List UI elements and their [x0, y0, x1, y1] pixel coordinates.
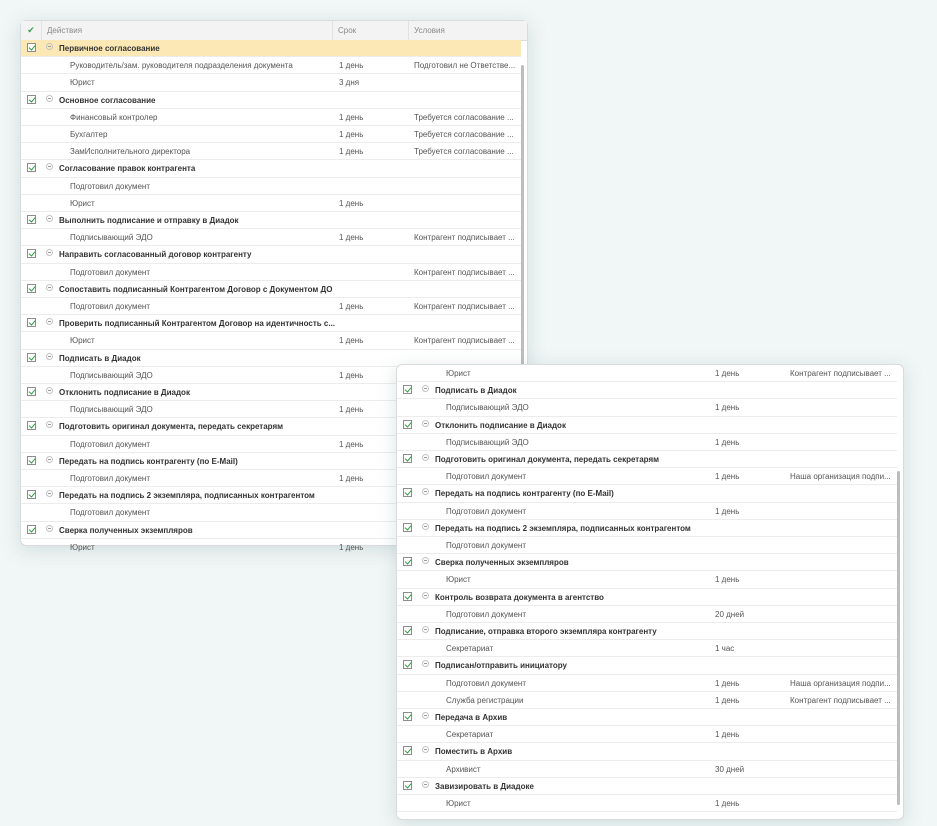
participant-label: Подготовил документ	[446, 541, 526, 550]
participant-label: Подготовил документ	[446, 472, 526, 482]
term-cell: 1 час	[715, 644, 735, 654]
group-row[interactable]	[397, 417, 897, 434]
group-label: Направить согласованный договор контрагенту	[59, 250, 252, 260]
collapse-toggle-icon[interactable]	[46, 163, 53, 170]
group-row[interactable]	[21, 281, 521, 298]
table-row[interactable]	[397, 606, 897, 623]
group-row[interactable]	[397, 382, 897, 399]
collapse-toggle-icon[interactable]	[422, 488, 429, 495]
condition-cell: Контрагент подписывает ...	[414, 302, 515, 311]
term-cell: 1 день	[339, 198, 364, 208]
checkbox-checked[interactable]	[27, 43, 36, 52]
table-row[interactable]	[21, 332, 521, 349]
collapse-toggle-icon[interactable]	[422, 420, 429, 427]
group-row[interactable]	[21, 160, 521, 177]
participant-label: Подготовил документ	[70, 181, 150, 191]
participant-label: Руководитель/зам. руководителя подразделения документа	[70, 61, 293, 71]
participant-label: Подготовил документ	[70, 267, 150, 277]
condition-cell: Требуется согласование ...	[414, 147, 514, 157]
table-row[interactable]	[397, 503, 897, 520]
term-cell: 1 день	[339, 370, 364, 380]
group-label: Проверить подписанный Контрагентом Договор на идентичность с...	[59, 319, 336, 329]
term-cell: 1 день	[715, 730, 740, 740]
participant-label: Подготовил документ	[446, 609, 526, 619]
collapse-toggle-icon[interactable]	[422, 781, 429, 788]
checkbox-checked[interactable]	[403, 557, 412, 566]
term-cell: 1 день	[339, 439, 364, 449]
collapse-toggle-icon[interactable]	[46, 249, 53, 256]
participant-label: Юрист	[446, 799, 471, 808]
group-row[interactable]	[397, 623, 897, 640]
table-row[interactable]	[397, 795, 897, 812]
table-row[interactable]	[397, 365, 897, 382]
table-row[interactable]	[21, 109, 521, 126]
table-row[interactable]	[397, 726, 897, 743]
group-row[interactable]	[397, 589, 897, 606]
participant-label: Подписывающий ЭДО	[446, 403, 529, 413]
table-row[interactable]	[21, 229, 521, 246]
collapse-toggle-icon[interactable]	[422, 626, 429, 633]
group-row[interactable]	[21, 40, 521, 57]
participant-label: Секретариат	[446, 644, 494, 654]
group-row[interactable]	[397, 451, 897, 468]
participant-label: Юрист	[70, 78, 95, 88]
table-row[interactable]	[397, 571, 897, 588]
group-label: Согласование правок контрагента	[59, 164, 196, 174]
term-cell: 1 день	[339, 302, 364, 311]
collapse-toggle-icon[interactable]	[46, 421, 53, 428]
collapse-toggle-icon[interactable]	[422, 660, 429, 667]
term-cell: 1 день	[339, 130, 364, 139]
collapse-toggle-icon[interactable]	[46, 456, 53, 463]
group-label: Передать на подпись 2 экземпляра, подписанных контрагентом	[435, 523, 691, 533]
collapse-toggle-icon[interactable]	[422, 385, 429, 392]
checkbox-checked[interactable]	[27, 284, 36, 293]
group-label: Подготовить оригинал документа, передать секретарям	[59, 422, 284, 432]
collapse-toggle-icon[interactable]	[422, 746, 429, 753]
collapse-toggle-icon[interactable]	[46, 387, 53, 394]
condition-cell: Наша организация подпи...	[790, 678, 891, 688]
checkbox-checked[interactable]	[403, 712, 412, 721]
collapse-toggle-icon[interactable]	[422, 712, 429, 719]
checkbox-checked[interactable]	[403, 746, 412, 755]
group-label: Подписание, отправка второго экземпляра контрагенту	[435, 627, 657, 636]
checkbox-checked[interactable]	[403, 488, 412, 497]
checkbox-checked[interactable]	[403, 454, 412, 463]
participant-label: Подписывающий ЭДО	[70, 405, 153, 415]
term-cell: 1 день	[715, 472, 740, 482]
table-row[interactable]	[397, 761, 897, 778]
group-row[interactable]	[21, 212, 521, 229]
group-row[interactable]	[21, 246, 521, 263]
term-cell: 1 день	[339, 112, 364, 122]
table-row[interactable]	[397, 399, 897, 416]
collapse-toggle-icon[interactable]	[422, 523, 429, 530]
condition-cell: Контрагент подписывает ...	[790, 695, 891, 705]
checkbox-checked[interactable]	[27, 318, 36, 327]
group-row[interactable]	[21, 92, 521, 109]
table-row[interactable]	[21, 74, 521, 91]
table-row[interactable]	[397, 640, 897, 657]
check-all-icon[interactable]: ✔	[27, 25, 35, 35]
term-cell: 30 дней	[715, 764, 745, 774]
term-cell: 1 день	[339, 147, 364, 157]
table-row[interactable]	[397, 434, 897, 451]
term-cell: 1 день	[339, 336, 364, 346]
term-cell: 1 день	[339, 61, 364, 71]
table-row[interactable]	[21, 126, 521, 143]
checkbox-checked[interactable]	[27, 353, 36, 362]
participant-label: Подготовил документ	[446, 678, 526, 688]
collapse-toggle-icon[interactable]	[46, 353, 53, 360]
condition-cell: Наша организация подпи...	[790, 472, 891, 482]
column-header-actions[interactable]: Действия	[41, 21, 332, 40]
group-label: Отклонить подписание в Диадок	[435, 420, 566, 430]
participant-label: ЗамИсполнительного директора	[70, 147, 191, 157]
checkbox-checked[interactable]	[27, 525, 36, 534]
participant-label: Юрист	[70, 542, 95, 552]
checkbox-checked[interactable]	[27, 456, 36, 465]
checkbox-checked[interactable]	[27, 215, 36, 224]
collapse-toggle-icon[interactable]	[46, 95, 53, 102]
condition-cell: Требуется согласование ...	[414, 130, 514, 139]
table-row[interactable]	[21, 178, 521, 195]
checkbox-checked[interactable]	[403, 523, 412, 532]
term-cell: 1 день	[715, 575, 740, 585]
participant-label: Служба регистрации	[446, 695, 524, 705]
group-label: Подписать в Диадок	[435, 386, 517, 396]
group-label: Подготовить оригинал документа, передать секретарям	[435, 455, 660, 464]
table-row[interactable]	[21, 57, 521, 74]
collapse-toggle-icon[interactable]	[46, 215, 53, 222]
term-cell: 1 день	[715, 695, 740, 705]
collapse-toggle-icon[interactable]	[422, 454, 429, 461]
group-label: Подписан/отправить инициатору	[435, 661, 567, 671]
participant-label: Подготовил документ	[70, 474, 150, 483]
participant-label: Подписывающий ЭДО	[70, 370, 153, 380]
collapse-toggle-icon[interactable]	[46, 318, 53, 325]
table-row[interactable]	[397, 468, 897, 485]
group-label: Контроль возврата документа в агентство	[435, 592, 604, 602]
condition-cell: Контрагент подписывает ...	[414, 267, 515, 277]
group-row[interactable]	[397, 520, 897, 537]
term-cell: 1 день	[715, 369, 740, 378]
collapse-toggle-icon[interactable]	[46, 525, 53, 532]
participant-label: Архивист	[446, 764, 481, 774]
participant-label: Подготовил документ	[446, 506, 526, 516]
term-cell: 1 день	[715, 506, 740, 516]
term-cell: 1 день	[339, 405, 364, 415]
group-label: Передать на подпись контрагенту (по E-Mail)	[59, 456, 238, 466]
collapse-toggle-icon[interactable]	[46, 43, 53, 50]
checkbox-checked[interactable]	[403, 420, 412, 429]
checkbox-checked[interactable]	[403, 592, 412, 601]
group-row[interactable]	[397, 743, 897, 760]
group-label: Сверка полученных экземпляров	[435, 558, 569, 568]
term-cell: 1 день	[715, 437, 740, 447]
participant-label: Юрист	[70, 336, 95, 346]
group-label: Выполнить подписание и отправку в Диадок	[59, 216, 239, 225]
participant-label: Подготовил документ	[70, 508, 150, 518]
group-label: Завизировать в Диадоке	[435, 781, 534, 791]
group-row[interactable]	[397, 485, 897, 502]
term-cell: 1 день	[715, 403, 740, 413]
checkbox-checked[interactable]	[27, 387, 36, 396]
table-header	[21, 21, 527, 41]
condition-cell: Контрагент подписывает ...	[414, 336, 515, 346]
term-cell: 1 день	[715, 678, 740, 688]
table-row[interactable]	[397, 692, 897, 709]
group-label: Передать на подпись 2 экземпляра, подписанных контрагентом	[59, 491, 315, 501]
collapse-toggle-icon[interactable]	[46, 284, 53, 291]
term-cell: 1 день	[339, 542, 364, 552]
condition-cell: Подготовил не Ответстве...	[414, 61, 516, 71]
group-label: Подписать в Диадок	[59, 353, 141, 363]
group-label: Поместить в Архив	[435, 747, 513, 757]
table-row[interactable]	[397, 537, 897, 554]
participant-label: Подготовил документ	[70, 439, 150, 449]
table-row[interactable]	[21, 143, 521, 160]
participant-label: Подписывающий ЭДО	[70, 233, 153, 243]
participant-label: Финансовый контролер	[70, 112, 158, 122]
collapse-toggle-icon[interactable]	[422, 557, 429, 564]
condition-cell: Контрагент подписывает ...	[414, 233, 515, 243]
collapse-toggle-icon[interactable]	[46, 490, 53, 497]
checkbox-checked[interactable]	[27, 163, 36, 172]
group-label: Передать на подпись контрагенту (по E-Mail)	[435, 489, 614, 499]
checkbox-checked[interactable]	[403, 385, 412, 394]
participant-label: Подписывающий ЭДО	[446, 437, 529, 447]
table-row[interactable]	[21, 298, 521, 315]
term-cell: 1 день	[339, 474, 364, 483]
group-row[interactable]	[397, 554, 897, 571]
group-label: Сопоставить подписанный Контрагентом Договор с Документом ДО	[59, 284, 333, 294]
participant-label: Бухгалтер	[70, 130, 108, 139]
group-row[interactable]	[21, 315, 521, 332]
group-label: Основное согласование	[59, 95, 156, 105]
group-label: Передача в Архив	[435, 713, 508, 722]
group-label: Сверка полученных экземпляров	[59, 525, 193, 535]
checkbox-checked[interactable]	[27, 95, 36, 104]
condition-cell: Контрагент подписывает ...	[790, 369, 891, 378]
group-row[interactable]	[397, 709, 897, 726]
term-cell: 1 день	[715, 799, 740, 808]
checkbox-checked[interactable]	[27, 249, 36, 258]
table-row[interactable]	[21, 264, 521, 281]
group-label: Первичное согласование	[59, 44, 160, 53]
checkbox-checked[interactable]	[27, 421, 36, 430]
group-row[interactable]	[397, 778, 897, 795]
group-row[interactable]	[397, 657, 897, 674]
participant-label: Секретариат	[446, 730, 494, 740]
participant-label: Юрист	[446, 575, 471, 585]
group-label: Отклонить подписание в Диадок	[59, 388, 190, 397]
checkbox-checked[interactable]	[403, 626, 412, 635]
checkbox-checked[interactable]	[403, 781, 412, 790]
term-cell: 20 дней	[715, 609, 745, 619]
checkbox-checked[interactable]	[27, 490, 36, 499]
collapse-toggle-icon[interactable]	[422, 592, 429, 599]
vertical-scrollbar[interactable]	[897, 471, 900, 805]
term-cell: 3 дня	[339, 78, 360, 88]
participant-label: Юрист	[446, 369, 471, 378]
checkbox-checked[interactable]	[403, 660, 412, 669]
condition-cell: Требуется согласование ...	[414, 112, 514, 122]
table-row[interactable]	[21, 195, 521, 212]
participant-label: Юрист	[70, 198, 95, 208]
route-table-panel-2	[396, 364, 904, 820]
table-row[interactable]	[397, 675, 897, 692]
column-header-conditions[interactable]: Условия	[408, 21, 524, 40]
participant-label: Подготовил документ	[70, 302, 150, 311]
term-cell: 1 день	[339, 233, 364, 243]
column-header-term[interactable]: Срок	[332, 21, 408, 40]
